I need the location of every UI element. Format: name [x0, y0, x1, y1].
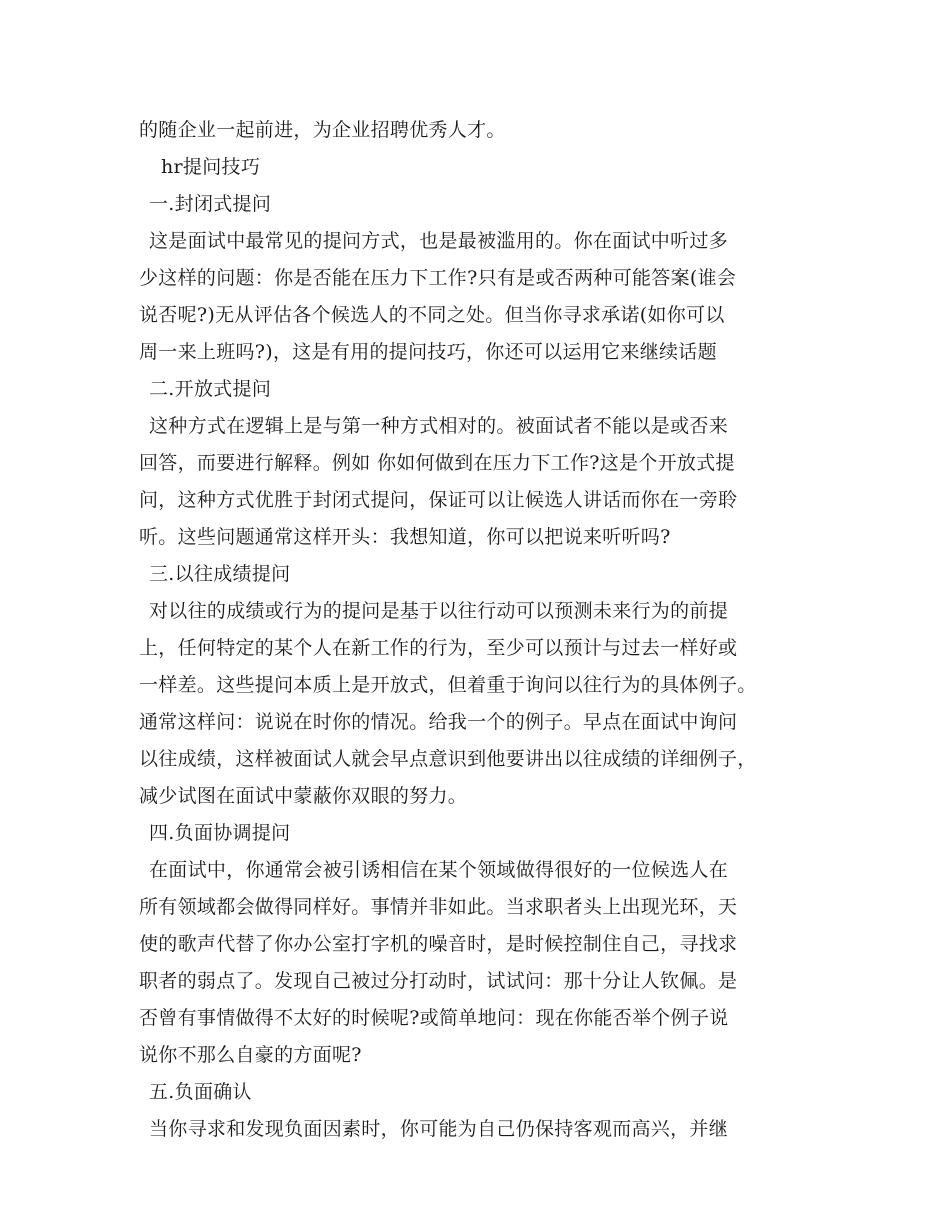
text-line: 对以往的成绩或行为的提问是基于以往行动可以预测未来行为的前提 [149, 600, 729, 622]
section-heading: 三.以往成绩提问 [149, 563, 291, 585]
text-line: 说否呢?)无从评估各个候选人的不同之处。但当你寻求承诺(如你可以 [139, 304, 725, 326]
text-line: 一样差。这些提问本质上是开放式，但着重于询问以往行为的具体例子。 [139, 674, 757, 696]
text-line: 所有领域都会做得同样好。事情并非如此。当求职者头上出现光环，天 [139, 896, 738, 918]
text-line: 这种方式在逻辑上是与第一种方式相对的。被面试者不能以是或否来 [149, 415, 729, 437]
text-line: 上，任何特定的某个人在新工作的行为，至少可以预计与过去一样好或 [139, 637, 738, 659]
text-line: 职者的弱点了。发现自己被过分打动时，试试问：那十分让人钦佩。是 [139, 970, 738, 992]
text-line: 回答，而要进行解释。例如 你如何做到在压力下工作?这是个开放式提 [139, 452, 735, 474]
section-heading: 一.封闭式提问 [149, 193, 272, 215]
text-line: 以往成绩，这样被面试人就会早点意识到他要讲出以往成绩的详细例子， [139, 748, 757, 770]
text-line: 少这样的问题：你是否能在压力下工作?只有是或否两种可能答案(谁会 [139, 267, 737, 289]
section-heading: 五.负面确认 [149, 1081, 252, 1103]
text-line: 当你寻求和发现负面因素时，你可能为自己仍保持客观而高兴，并继 [149, 1118, 729, 1140]
text-line: 听。这些问题通常这样开头：我想知道，你可以把说来听听吗? [139, 526, 671, 548]
text-line: 在面试中，你通常会被引诱相信在某个领域做得很好的一位候选人在 [149, 859, 729, 881]
text-line: 否曾有事情做得不太好的时候呢?或简单地问：现在你能否举个例子说 [139, 1007, 729, 1029]
text-line: 周一来上班吗?)，这是有用的提问技巧，你还可以运用它来继续话题 [139, 341, 717, 363]
section-heading: 二.开放式提问 [149, 378, 272, 400]
section-heading: 四.负面协调提问 [149, 822, 291, 844]
text-line: 问，这种方式优胜于封闭式提问，保证可以让候选人讲话而你在一旁聆 [139, 489, 738, 511]
document-body [139, 112, 819, 1148]
text-line: 使的歌声代替了你办公室打字机的噪音时，是时候控制住自己，寻找求 [139, 933, 738, 955]
section-title: hr提问技巧 [161, 156, 261, 178]
text-line: 减少试图在面试中蒙蔽你双眼的努力。 [139, 785, 468, 807]
text-line: 的随企业一起前进，为企业招聘优秀人才。 [139, 119, 506, 141]
text-line: 说你不那么自豪的方面呢? [139, 1044, 362, 1066]
text-line: 通常这样问：说说在时你的情况。给我一个的例子。早点在面试中询问 [139, 711, 738, 733]
text-line: 这是面试中最常见的提问方式，也是最被滥用的。你在面试中听过多 [149, 230, 729, 252]
